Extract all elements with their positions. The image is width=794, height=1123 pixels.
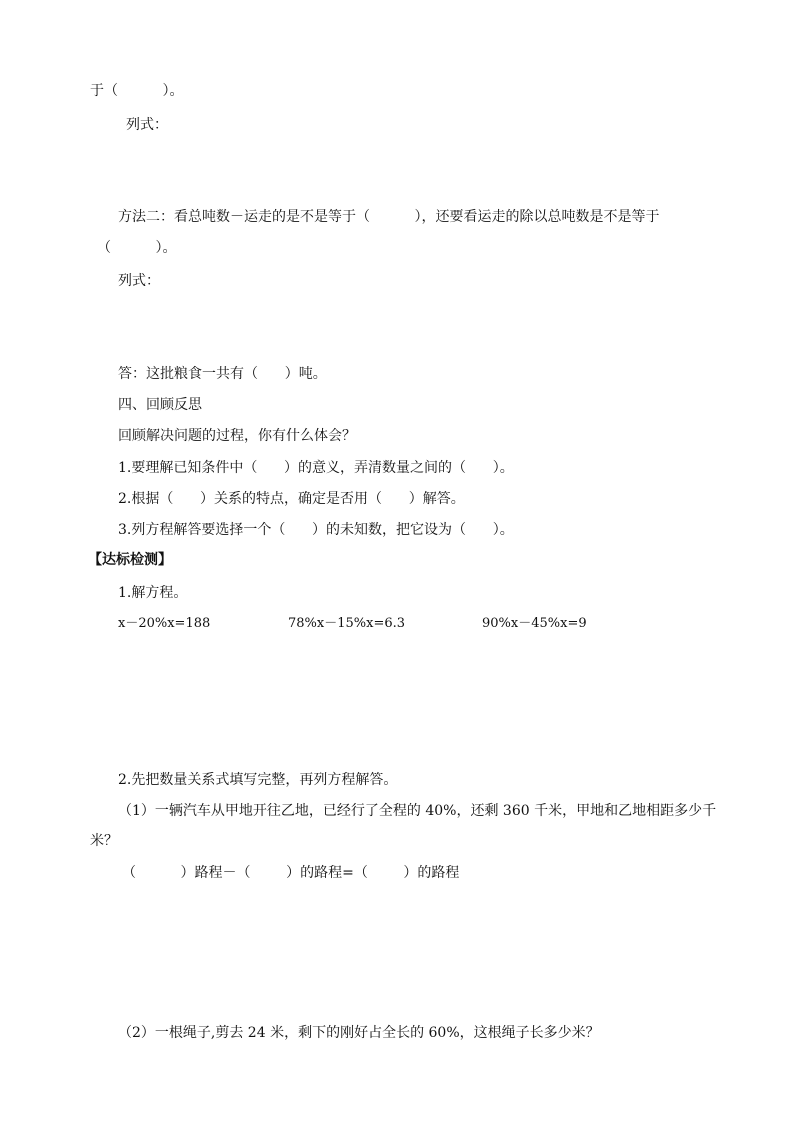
section-heading-review: 四、回顾反思 [118, 397, 202, 413]
text-line-fill-blank-end: 于（ ）。 [90, 83, 184, 99]
text-line-relation-fill: （ ）路程－（ ）的路程=（ ）的路程 [122, 865, 460, 881]
text-line-problem-2-1-continued: 米？ [90, 833, 118, 849]
equation-2: 78%x－15%x=6.3 [288, 616, 406, 631]
section-heading-test: 【达标检测】 [88, 552, 172, 568]
text-line-review-question: 回顾解决问题的过程，你有什么体会？ [118, 428, 356, 444]
text-line-solve-equations: 1.解方程。 [118, 585, 188, 601]
equation-1: x－20%x=188 [118, 616, 211, 631]
text-line-problem-2-intro: 2.先把数量关系式填写完整，再列方程解答。 [118, 772, 398, 788]
text-line-formula-label: 列式： [126, 117, 168, 133]
text-line-method-two: 方法二：看总吨数－运走的是不是等于（ ），还要看运走的除以总吨数是不是等于 [118, 209, 660, 225]
text-line-problem-2-2: （2）一根绳子,剪去 24 米，剩下的刚好占全长的 60%，这根绳子长多少米？ [118, 1025, 600, 1041]
text-line-problem-2-1: （1）一辆汽车从甲地开往乙地，已经行了全程的 40%，还剩 360 千米，甲地和乙地相距多少千 [118, 803, 717, 819]
text-line-review-point-1: 1.要理解已知条件中（ ）的意义，弄清数量之间的（ ）。 [118, 460, 514, 476]
text-line-method-two-continued: （ ）。 [97, 240, 177, 256]
text-line-review-point-2: 2.根据（ ）关系的特点，确定是否用（ ）解答。 [118, 491, 465, 507]
equation-3: 90%x－45%x=9 [482, 616, 587, 631]
text-line-review-point-3: 3.列方程解答要选择一个（ ）的未知数，把它设为（ ）。 [118, 522, 514, 538]
text-line-answer: 答：这批粮食一共有（ ）吨。 [118, 366, 327, 382]
text-line-formula-label-2: 列式： [118, 273, 160, 289]
